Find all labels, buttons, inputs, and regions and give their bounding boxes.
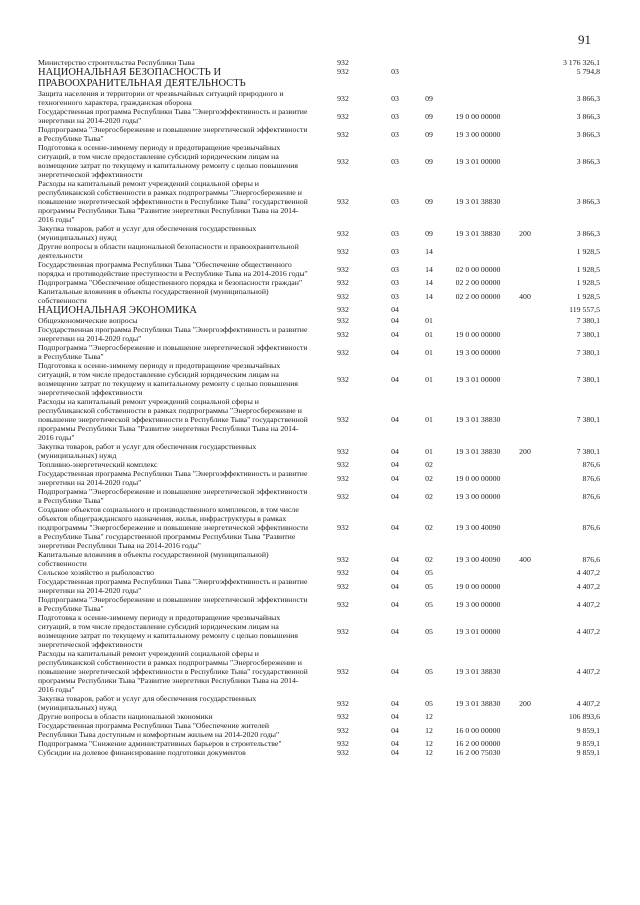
section-code-cell: 04 (391, 446, 399, 456)
row-name-cell: НАЦИОНАЛЬНАЯ ЭКОНОМИКА (38, 305, 197, 316)
amount-cell: 7 380,1 (576, 329, 600, 339)
amount-cell: 4 407,2 (576, 581, 600, 591)
subsection-code-cell: 01 (425, 374, 433, 384)
ministry-code-cell: 932 (337, 291, 349, 301)
section-code-cell: 03 (391, 246, 399, 256)
expense-type-cell (512, 143, 538, 179)
amount-cell: 1 928,5 (576, 291, 600, 301)
expense-type-cell (512, 487, 538, 505)
table-row (38, 694, 600, 712)
table-row (38, 242, 600, 260)
subsection-code-cell: 09 (425, 197, 433, 206)
target-article-cell: 19 3 00 40090 (455, 554, 501, 564)
section-code-cell: 04 (391, 554, 399, 564)
target-article-cell (444, 568, 512, 577)
subsection-code-cell (414, 67, 444, 89)
ministry-code-cell: 932 (337, 491, 349, 501)
table-row (38, 577, 600, 595)
amount-cell: 7 380,1 (576, 347, 600, 357)
amount-cell: 7 380,1 (576, 316, 600, 325)
section-code-cell (376, 58, 414, 67)
row-name-cell: Сельское хозяйство и рыболовство (38, 568, 154, 577)
amount-cell: 9 859,1 (576, 725, 600, 735)
expense-type-cell (512, 89, 538, 107)
amount-cell: 1 928,5 (576, 278, 600, 287)
table-row (38, 316, 600, 325)
section-code-cell: 04 (391, 329, 399, 339)
subsection-code-cell: 14 (425, 264, 433, 274)
target-article-cell: 02 0 00 00000 (455, 264, 501, 274)
row-name-cell: НАЦИОНАЛЬНАЯ БЕЗОПАСНОСТЬ И ПРАВООХРАНИТЕЛЬНАЯ ДЕЯТЕЛЬНОСТЬ (38, 67, 246, 89)
target-article-cell: 16 2 00 75030 (455, 748, 501, 757)
subsection-code-cell: 02 (425, 460, 433, 469)
section-code-cell: 04 (391, 523, 399, 532)
ministry-code-cell: 932 (337, 197, 349, 206)
subsection-code-cell: 05 (425, 568, 433, 577)
section-code-cell: 04 (391, 374, 399, 384)
target-article-cell: 19 3 00 00000 (455, 347, 501, 357)
amount-cell: 1 928,5 (576, 246, 600, 256)
table-row (38, 568, 600, 577)
row-name-cell: Подготовка к осенне-зимнему периоду и предотвращение чрезвычайных ситуаций, в том числе предоставление субсидий юридическим лицам на возмещение затрат по текущему и капитальному ремонту с целью повышения энергетической эффективности (38, 361, 299, 397)
subsection-code-cell: 05 (425, 667, 433, 676)
table-row (38, 89, 600, 107)
amount-cell: 3 866,3 (576, 93, 600, 103)
subsection-code-cell: 02 (425, 473, 433, 483)
subsection-code-cell (414, 305, 444, 316)
row-name-cell: Закупка товаров, работ и услуг для обеспечения государственных (муниципальных) нужд (38, 224, 257, 242)
target-article-cell: 19 3 01 38830 (455, 228, 501, 238)
subsection-code-cell: 02 (425, 554, 433, 564)
amount-cell: 3 866,3 (576, 129, 600, 139)
amount-cell: 4 407,2 (576, 626, 600, 636)
target-article-cell (444, 316, 512, 325)
amount-cell: 9 859,1 (576, 748, 600, 757)
section-code-cell: 04 (391, 581, 399, 591)
row-name-cell: Общеэкономические вопросы (38, 316, 138, 325)
section-code-cell: 03 (391, 67, 399, 76)
target-article-cell: 16 0 00 00000 (455, 725, 501, 735)
amount-cell: 5 794,8 (576, 67, 600, 76)
section-code-cell: 04 (391, 491, 399, 501)
target-article-cell (444, 305, 512, 316)
amount-cell: 4 407,2 (576, 568, 600, 577)
table-row (38, 712, 600, 721)
target-article-cell (444, 58, 512, 67)
section-code-cell: 04 (391, 667, 399, 676)
row-name-cell: Защита населения и территории от чрезвычайных ситуаций природного и техногенного характера, гражданская оборона (38, 89, 284, 107)
row-name-cell: Подпрограмма "Обеспечение общественного порядка и безопасности граждан" (38, 278, 303, 287)
expense-type-cell (512, 316, 538, 325)
row-name-cell: Министерство строительства Республики Тыва (38, 58, 195, 67)
subsection-code-cell: 12 (425, 712, 433, 721)
target-article-cell: 19 3 01 38830 (455, 446, 501, 456)
amount-cell: 3 176 326,1 (562, 58, 600, 67)
target-article-cell: 19 0 00 00000 (455, 581, 501, 591)
ministry-code-cell: 932 (337, 446, 349, 456)
target-article-cell: 02 2 00 00000 (455, 291, 501, 301)
section-code-cell: 04 (391, 347, 399, 357)
expense-type-cell: 200 (519, 446, 531, 456)
expense-type-cell (512, 260, 538, 278)
expense-type-cell (512, 67, 538, 89)
expense-type-cell: 400 (519, 554, 531, 564)
row-name-cell: Капитальные вложения в объекты государственной (муниципальной) собственности (38, 287, 269, 305)
table-row (38, 613, 600, 649)
ministry-code-cell: 932 (337, 111, 349, 121)
expense-type-cell (512, 595, 538, 613)
row-name-cell: Закупка товаров, работ и услуг для обеспечения государственных (муниципальных) нужд (38, 694, 257, 712)
section-code-cell: 03 (391, 291, 399, 301)
section-code-cell: 04 (391, 599, 399, 609)
section-code-cell: 03 (391, 278, 399, 287)
row-name-cell: Топливно-энергетический комплекс (38, 460, 158, 469)
expense-type-cell (512, 577, 538, 595)
section-code-cell: 03 (391, 111, 399, 121)
target-article-cell (444, 712, 512, 721)
ministry-code-cell: 932 (337, 329, 349, 339)
subsection-code-cell: 09 (425, 111, 433, 121)
page-number: 91 (578, 32, 591, 47)
subsection-code-cell: 14 (425, 246, 433, 256)
ministry-code-cell: 932 (337, 316, 349, 325)
section-code-cell: 04 (391, 626, 399, 636)
subsection-code-cell: 02 (425, 491, 433, 501)
section-code-cell: 03 (391, 129, 399, 139)
subsection-code-cell: 09 (425, 93, 433, 103)
amount-cell: 9 859,1 (576, 739, 600, 748)
section-code-cell: 04 (391, 460, 399, 469)
amount-cell: 4 407,2 (576, 698, 600, 708)
ministry-code-cell: 932 (337, 58, 349, 67)
expense-type-cell (512, 397, 538, 442)
subsection-code-cell: 01 (425, 415, 433, 424)
target-article-cell: 19 3 00 00000 (455, 129, 501, 139)
section-code-cell: 03 (391, 197, 399, 206)
ministry-code-cell: 932 (337, 698, 349, 708)
expense-type-cell (512, 568, 538, 577)
amount-cell: 876,6 (582, 460, 600, 469)
subsection-code-cell: 12 (425, 725, 433, 735)
target-article-cell: 19 3 01 00000 (455, 156, 501, 166)
expense-type-cell (512, 278, 538, 287)
row-name-cell: Подпрограмма "Энергосбережение и повышение энергетической эффективности в Республике Тыва" (38, 487, 308, 505)
section-code-cell: 03 (391, 264, 399, 274)
amount-cell: 3 866,3 (576, 156, 600, 166)
budget-table-body (38, 58, 600, 757)
section-code-cell: 04 (391, 473, 399, 483)
target-article-cell: 19 3 01 00000 (455, 374, 501, 384)
target-article-cell: 02 2 00 00000 (455, 278, 501, 287)
target-article-cell (444, 460, 512, 469)
table-row (38, 58, 600, 67)
ministry-code-cell: 932 (337, 93, 349, 103)
section-code-cell: 04 (391, 415, 399, 424)
row-name-cell: Подготовка к осенне-зимнему периоду и предотвращение чрезвычайных ситуаций, в том числе предоставление субсидий юридическим лицам на возмещение затрат по текущему и капитальному ремонту с целью повышения энергетической эффективности (38, 613, 299, 649)
expense-type-cell (512, 343, 538, 361)
subsection-code-cell: 14 (425, 278, 433, 287)
amount-cell: 3 866,3 (576, 111, 600, 121)
target-article-cell: 19 3 01 00000 (455, 626, 501, 636)
amount-cell: 876,6 (582, 523, 600, 532)
ministry-code-cell: 932 (337, 460, 349, 469)
expense-type-cell (512, 58, 538, 67)
target-article-cell: 19 3 01 38830 (455, 197, 501, 206)
target-article-cell: 19 3 00 00000 (455, 599, 501, 609)
ministry-code-cell: 932 (337, 415, 349, 424)
ministry-code-cell: 932 (337, 228, 349, 238)
ministry-code-cell: 932 (337, 667, 349, 676)
table-row (38, 107, 600, 125)
ministry-code-cell: 932 (337, 347, 349, 357)
expense-type-cell (512, 748, 538, 757)
expense-type-cell (512, 460, 538, 469)
section-code-cell: 04 (391, 748, 399, 757)
subsection-code-cell (414, 58, 444, 67)
table-row (38, 748, 600, 757)
row-name-cell: Подпрограмма "Энергосбережение и повышение энергетической эффективности в Республике Тыва" (38, 343, 308, 361)
row-name-cell: Государственная программа Республики Тыва "Энергоэффективность и развитие энергетики на 2014-2020 годы" (38, 469, 308, 487)
amount-cell: 1 928,5 (576, 264, 600, 274)
subsection-code-cell: 12 (425, 748, 433, 757)
ministry-code-cell: 932 (337, 473, 349, 483)
table-row (38, 343, 600, 361)
row-name-cell: Создание объектов социального и производственного комплексов, в том числе объектов общегражданского назначения, жилья, инфраструктуры в рамках подпрограммы "Энергосбережение и повышение энергетической эффективности в Республике Тыва" государственной программы Республики Тыва "Развитие энергетики Республики Тыва на 2014-2016 годы" (38, 505, 308, 550)
subsection-code-cell: 01 (425, 329, 433, 339)
table-row (38, 469, 600, 487)
amount-cell: 7 380,1 (576, 446, 600, 456)
budget-table (38, 58, 600, 757)
section-code-cell: 04 (391, 698, 399, 708)
ministry-code-cell: 932 (337, 374, 349, 384)
table-row (38, 179, 600, 224)
amount-cell: 119 557,5 (569, 305, 600, 314)
table-row (38, 397, 600, 442)
subsection-code-cell: 01 (425, 446, 433, 456)
row-name-cell: Другие вопросы в области национальной экономики (38, 712, 213, 721)
amount-cell: 876,6 (582, 473, 600, 483)
expense-type-cell (512, 179, 538, 224)
target-article-cell (444, 67, 512, 89)
table-row (38, 505, 600, 550)
amount-cell: 4 407,2 (576, 599, 600, 609)
amount-cell: 876,6 (582, 554, 600, 564)
expense-type-cell: 200 (519, 228, 531, 238)
target-article-cell: 19 0 00 00000 (455, 111, 501, 121)
section-code-cell: 04 (391, 725, 399, 735)
ministry-code-cell: 932 (337, 554, 349, 564)
target-article-cell: 19 0 00 00000 (455, 473, 501, 483)
ministry-code-cell: 932 (337, 156, 349, 166)
row-name-cell: Расходы на капитальный ремонт учреждений социальной сферы и республиканской собственности в рамках подпрограммы "Энергосбережение и повышение энергетической эффективности в Республике Тыва" государственной программы Республики Тыва "Развитие энергетики Республики Тыва на 2014-2016 годы" (38, 397, 308, 442)
ministry-code-cell: 932 (337, 246, 349, 256)
ministry-code-cell: 932 (337, 581, 349, 591)
section-code-cell: 04 (391, 568, 399, 577)
amount-cell: 3 866,3 (576, 197, 600, 206)
ministry-code-cell: 932 (337, 748, 349, 757)
section-code-cell: 04 (391, 316, 399, 325)
table-row (38, 550, 600, 568)
row-name-cell: Закупка товаров, работ и услуг для обеспечения государственных (муниципальных) нужд (38, 442, 257, 460)
target-article-cell (444, 242, 512, 260)
target-article-cell: 16 2 00 00000 (455, 739, 501, 748)
table-row (38, 361, 600, 397)
ministry-code-cell: 932 (337, 725, 349, 735)
expense-type-cell: 200 (519, 698, 531, 708)
ministry-code-cell: 932 (337, 129, 349, 139)
expense-type-cell (512, 649, 538, 694)
table-row (38, 287, 600, 305)
expense-type-cell (512, 361, 538, 397)
subsection-code-cell: 14 (425, 291, 433, 301)
target-article-cell: 19 3 01 38830 (455, 667, 501, 676)
ministry-code-cell: 932 (337, 739, 349, 748)
table-row (38, 595, 600, 613)
ministry-code-cell: 932 (337, 67, 349, 76)
expense-type-cell (512, 325, 538, 343)
row-name-cell: Подпрограмма "Энергосбережение и повышение энергетической эффективности в Республике Тыва" (38, 125, 308, 143)
table-row (38, 460, 600, 469)
table-row (38, 649, 600, 694)
expense-type-cell (512, 107, 538, 125)
expense-type-cell (512, 721, 538, 739)
subsection-code-cell: 02 (425, 523, 433, 532)
ministry-code-cell: 932 (337, 568, 349, 577)
ministry-code-cell: 932 (337, 599, 349, 609)
subsection-code-cell: 09 (425, 228, 433, 238)
subsection-code-cell: 05 (425, 599, 433, 609)
target-article-cell (444, 89, 512, 107)
row-name-cell: Государственная программа Республики Тыва "Энергоэффективность и развитие энергетики на 2014-2020 годы" (38, 577, 308, 595)
row-name-cell: Государственная программа Республики Тыва "Энергоэффективность и развитие энергетики на 2014-2020 годы" (38, 325, 308, 343)
ministry-code-cell: 932 (337, 712, 349, 721)
target-article-cell: 19 0 00 00000 (455, 329, 501, 339)
subsection-code-cell: 01 (425, 347, 433, 357)
expense-type-cell (512, 739, 538, 748)
expense-type-cell (512, 469, 538, 487)
row-name-cell: Государственная программа Республики Тыва "Обеспечение общественного порядка и противодействие преступности в Республике Тыва на 2014-2016 годы" (38, 260, 308, 278)
subsection-code-cell: 05 (425, 626, 433, 636)
amount-cell: 876,6 (582, 491, 600, 501)
amount-cell: 3 866,3 (576, 228, 600, 238)
amount-cell: 4 407,2 (576, 667, 600, 676)
table-row (38, 224, 600, 242)
table-row (38, 739, 600, 748)
ministry-code-cell: 932 (337, 626, 349, 636)
subsection-code-cell: 09 (425, 129, 433, 139)
section-code-cell: 03 (391, 156, 399, 166)
row-name-cell: Другие вопросы в области национальной безопасности и правоохранительной деятельности (38, 242, 299, 260)
target-article-cell: 19 3 00 40090 (455, 523, 501, 532)
ministry-code-cell: 932 (337, 523, 349, 532)
target-article-cell: 19 3 00 00000 (455, 491, 501, 501)
table-row (38, 143, 600, 179)
expense-type-cell (512, 613, 538, 649)
amount-cell: 106 893,6 (568, 712, 600, 721)
row-name-cell: Государственная программа Республики Тыва "Энергоэффективность и развитие энергетики на 2014-2020 годы" (38, 107, 308, 125)
ministry-code-cell: 932 (337, 278, 349, 287)
amount-cell: 7 380,1 (576, 374, 600, 384)
row-name-cell: Государственная программа Республики Тыва "Обеспечение жителей Республики Тыва доступным и комфортным жильем на 2014-2020 годы" (38, 721, 280, 739)
row-name-cell: Расходы на капитальный ремонт учреждений социальной сферы и республиканской собственности в рамках подпрограммы "Энергосбережение и повышение энергетической эффективности в Республике Тыва" государственной программы Республики Тыва "Развитие энергетики Республики Тыва на 2014-2016 годы" (38, 179, 308, 224)
table-row (38, 487, 600, 505)
subsection-code-cell: 05 (425, 581, 433, 591)
expense-type-cell (512, 305, 538, 316)
section-code-cell: 04 (391, 712, 399, 721)
row-name-cell: Подготовка к осенне-зимнему периоду и предотвращение чрезвычайных ситуаций, в том числе предоставление субсидий юридическим лицам на возмещение затрат по текущему и капитальному ремонту с целью повышения энергетической эффективности (38, 143, 299, 179)
section-code-cell: 04 (391, 305, 399, 314)
row-name-cell: Капитальные вложения в объекты государственной (муниципальной) собственности (38, 550, 269, 568)
subsection-code-cell: 12 (425, 739, 433, 748)
row-name-cell: Подпрограмма "Энергосбережение и повышение энергетической эффективности в Республике Тыва" (38, 595, 308, 613)
table-row (38, 721, 600, 739)
section-code-cell: 03 (391, 93, 399, 103)
expense-type-cell (512, 125, 538, 143)
subsection-code-cell: 09 (425, 156, 433, 166)
target-article-cell: 19 3 01 38830 (455, 415, 501, 424)
ministry-code-cell: 932 (337, 305, 349, 314)
expense-type-cell (512, 712, 538, 721)
expense-type-cell: 400 (519, 291, 531, 301)
amount-cell: 7 380,1 (576, 415, 600, 424)
subsection-code-cell: 01 (425, 316, 433, 325)
table-row (38, 325, 600, 343)
table-row (38, 278, 600, 287)
row-name-cell: Расходы на капитальный ремонт учреждений социальной сферы и республиканской собственности в рамках подпрограммы "Энергосбережение и повышение энергетической эффективности в Республике Тыва" государственной программы Республики Тыва "Развитие энергетики Республики Тыва на 2014-2016 годы" (38, 649, 308, 694)
table-row (38, 67, 600, 89)
row-name-cell: Субсидии на долевое финансирование подготовки документов (38, 748, 246, 757)
table-row (38, 442, 600, 460)
expense-type-cell (512, 505, 538, 550)
table-row (38, 305, 600, 316)
table-row (38, 125, 600, 143)
section-code-cell: 04 (391, 739, 399, 748)
target-article-cell: 19 3 01 38830 (455, 698, 501, 708)
row-name-cell: Подпрограмма "Снижение административных барьеров в строительстве" (38, 739, 282, 748)
expense-type-cell (512, 242, 538, 260)
subsection-code-cell: 05 (425, 698, 433, 708)
ministry-code-cell: 932 (337, 264, 349, 274)
section-code-cell: 03 (391, 228, 399, 238)
table-row (38, 260, 600, 278)
